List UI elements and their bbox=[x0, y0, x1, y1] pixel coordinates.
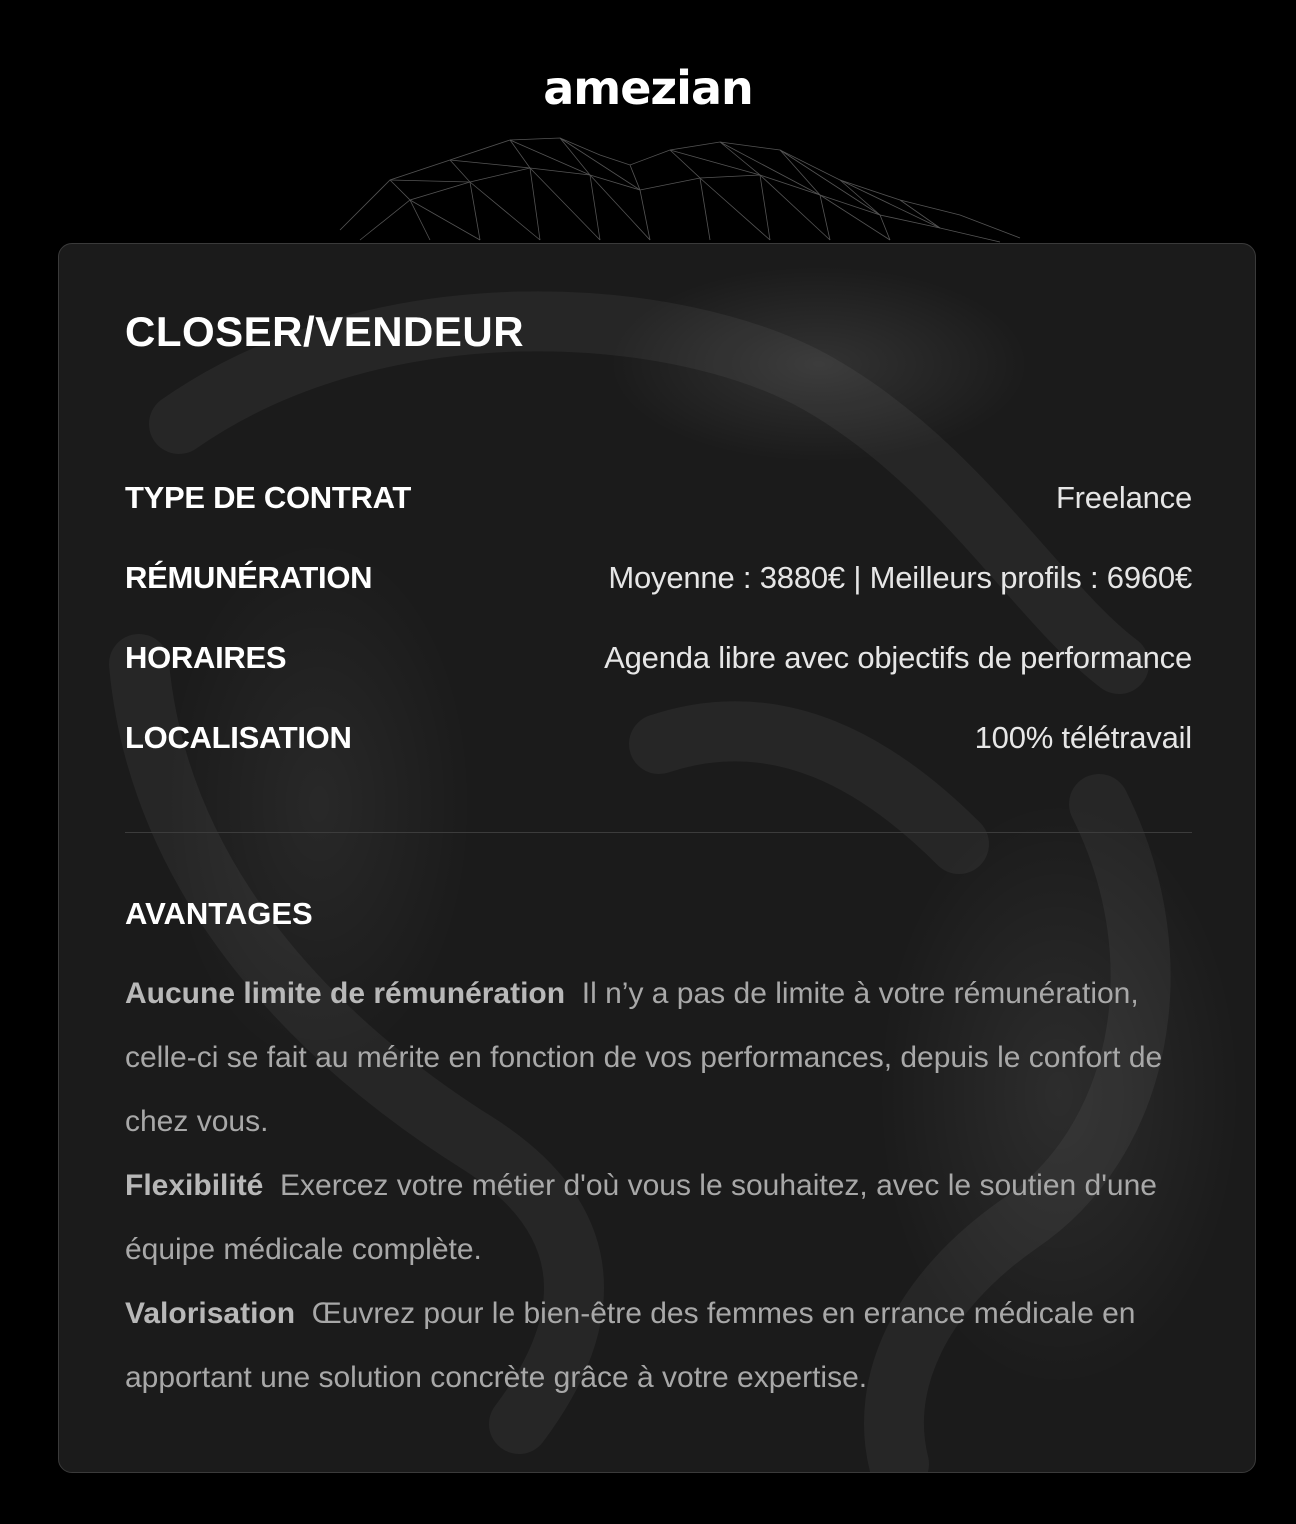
detail-row-location bbox=[125, 698, 1192, 778]
job-offer-card bbox=[58, 243, 1256, 1473]
advantage-text: Exercez votre métier d'où vous le souhaitez, avec le soutien d'une équipe médicale complète. bbox=[125, 1169, 1157, 1266]
advantage-title: Aucune limite de rémunération bbox=[125, 977, 566, 1010]
detail-row-salary bbox=[125, 538, 1192, 618]
brand-logo[interactable]: amezian bbox=[543, 61, 753, 115]
detail-value: Agenda libre avec objectifs de performance bbox=[604, 640, 1192, 675]
detail-label: HORAIRES bbox=[125, 640, 287, 675]
advantage-item-valorisation bbox=[125, 1282, 1200, 1410]
detail-row-schedule bbox=[125, 618, 1192, 698]
detail-value: Freelance bbox=[1055, 480, 1192, 515]
advantage-title: Flexibilité bbox=[125, 1169, 264, 1202]
wireframe-mesh-decoration bbox=[300, 120, 1060, 250]
job-title: CLOSER/VENDEUR bbox=[125, 308, 525, 355]
detail-row-contract-type bbox=[125, 458, 1192, 538]
advantages-list bbox=[125, 962, 1200, 1410]
advantage-text: Il n’y a pas de limite à votre rémunération, celle-ci se fait au mérite en fonction de vos performances, depuis le confort de chez vous. bbox=[125, 977, 1163, 1138]
advantage-item-no-salary-limit bbox=[125, 962, 1200, 1154]
advantage-text: Œuvrez pour le bien-être des femmes en errance médicale en apportant une solution concrète grâce à votre expertise. bbox=[125, 1297, 1136, 1394]
detail-label: LOCALISATION bbox=[125, 720, 352, 755]
detail-label: TYPE DE CONTRAT bbox=[125, 480, 411, 515]
detail-value: Moyenne : 3880€ | Meilleurs profils : 6960€ bbox=[608, 560, 1192, 595]
job-details-list bbox=[125, 458, 1192, 778]
advantage-item-flexibility bbox=[125, 1154, 1200, 1282]
detail-label: RÉMUNÉRATION bbox=[125, 560, 373, 595]
section-divider bbox=[125, 832, 1192, 833]
detail-value: 100% télétravail bbox=[974, 720, 1192, 755]
advantages-heading: AVANTAGES bbox=[125, 896, 313, 931]
advantage-title: Valorisation bbox=[125, 1297, 296, 1330]
